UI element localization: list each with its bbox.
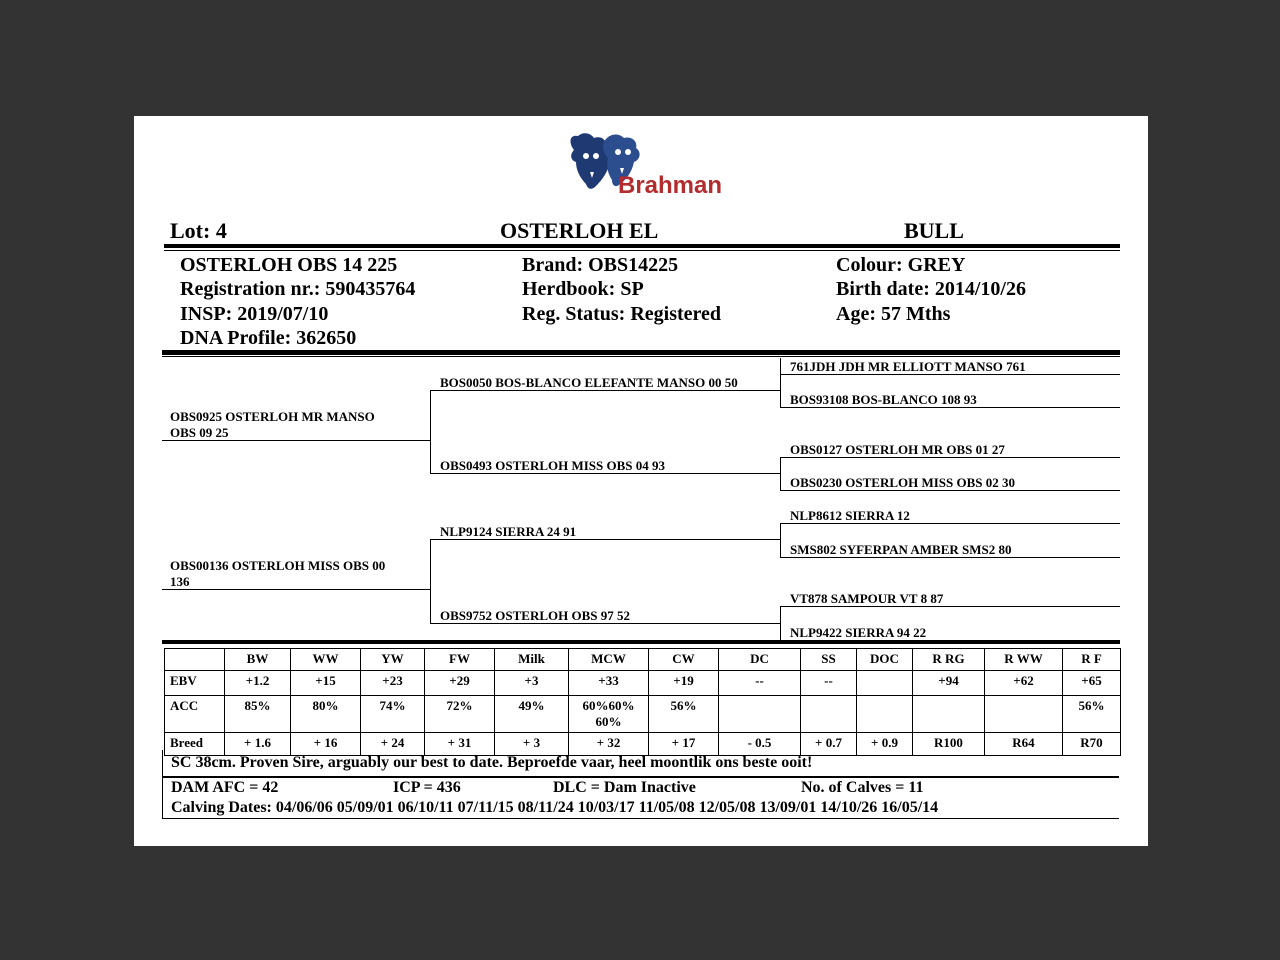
header-cell: WW (291, 649, 361, 671)
value-cell: R100 (913, 733, 985, 756)
brahman-logo (566, 128, 723, 206)
value-cell (801, 696, 857, 733)
pedigree-sire-line2: OBS 09 25 (170, 425, 229, 440)
sds-line (780, 457, 1120, 458)
header-cell (165, 649, 225, 671)
value-cell: + 3 (495, 733, 569, 756)
value-cell (857, 696, 913, 733)
pedigree-dam-dam: OBS9752 OSTERLOH OBS 97 52 (440, 608, 630, 623)
value-cell: 60%60% 60% (569, 696, 649, 733)
row-label: Breed (165, 733, 225, 756)
value-cell: -- (719, 671, 801, 696)
value-cell: + 31 (425, 733, 495, 756)
dam-afc: DAM AFC = 42 (171, 779, 279, 796)
value-cell: +3 (495, 671, 569, 696)
animal-name: OSTERLOH OBS 14 225 (180, 254, 398, 276)
sale-lot-card (134, 116, 1148, 846)
table-row (165, 671, 1121, 696)
ssd-line (780, 407, 1120, 408)
value-cell: -- (801, 671, 857, 696)
row-label: ACC (165, 696, 225, 733)
header-rule-thin (164, 250, 1120, 251)
header-cell: SS (801, 649, 857, 671)
value-cell: R70 (1063, 733, 1121, 756)
dam-dlc: DLC = Dam Inactive (553, 779, 696, 796)
performance-table (164, 648, 1121, 756)
dd-bracket (780, 606, 781, 640)
dds-line (780, 606, 1120, 607)
pedigree-sire-dam: OBS0493 OSTERLOH MISS OBS 04 93 (440, 458, 666, 473)
age: Age: 57 Mths (836, 303, 951, 325)
dss-line (780, 523, 1120, 524)
pedigree-dam-sire: NLP9124 SIERRA 24 91 (440, 524, 577, 539)
pedigree-sdd: OBS0230 OSTERLOH MISS OBS 02 30 (790, 475, 1016, 490)
header-cell: Milk (495, 649, 569, 671)
value-cell: 72% (425, 696, 495, 733)
pedigree-sire-line1: OBS0925 OSTERLOH MR MANSO (170, 409, 375, 424)
value-cell (719, 696, 801, 733)
value-cell: + 0.9 (857, 733, 913, 756)
header-cell: BW (225, 649, 291, 671)
header-cell: R RG (913, 649, 985, 671)
header-cell: DC (719, 649, 801, 671)
sd-bracket (780, 457, 781, 491)
header-cell: DOC (857, 649, 913, 671)
sss-line (780, 374, 1120, 375)
value-cell: +29 (425, 671, 495, 696)
header-cell: YW (361, 649, 425, 671)
dam-icp: ICP = 436 (393, 779, 461, 796)
pedigree-dds: VT878 SAMPOUR VT 8 87 (790, 591, 944, 606)
calving-dates: Calving Dates: 04/06/06 05/09/01 06/10/11 07/11/15 08/11/24 10/03/17 11/05/08 12/05/08 13/09/01 14/10/26 16/05/14 (171, 799, 939, 816)
value-cell: + 17 (649, 733, 719, 756)
reg-status: Reg. Status: Registered (522, 303, 722, 325)
ds-line (430, 539, 780, 540)
animal-type: BULL (904, 218, 964, 243)
row-label: EBV (165, 671, 225, 696)
value-cell: 56% (1063, 696, 1121, 733)
header-cell: FW (425, 649, 495, 671)
value-cell: +33 (569, 671, 649, 696)
ds-bracket (780, 523, 781, 557)
value-cell: +23 (361, 671, 425, 696)
value-cell: +94 (913, 671, 985, 696)
value-cell: R64 (985, 733, 1063, 756)
comment-text: SC 38cm. Proven Sire, arguably our best to date. Beproefde vaar, heel moontlik ons beste ooit! (171, 754, 813, 771)
value-cell: 49% (495, 696, 569, 733)
herdbook: Herdbook: SP (522, 278, 644, 300)
header-cell: R F (1063, 649, 1121, 671)
ss-line (430, 390, 780, 391)
value-cell: 56% (649, 696, 719, 733)
registration-number: Registration nr.: 590435764 (180, 278, 416, 300)
birth-date: Birth date: 2014/10/26 (836, 278, 1026, 300)
pedigree-dam-line2: 136 (170, 574, 190, 589)
info-rule-thin (162, 356, 1120, 357)
header-rule-thick (164, 244, 1120, 248)
pedigree-dsd: SMS802 SYFERPAN AMBER SMS2 80 (790, 542, 1012, 557)
pedigree-ddd: NLP9422 SIERRA 94 22 (790, 625, 927, 640)
sdd-line (780, 490, 1120, 491)
value-cell: +15 (291, 671, 361, 696)
value-cell: +65 (1063, 671, 1121, 696)
dam-bracket (430, 539, 431, 623)
value-cell: + 32 (569, 733, 649, 756)
value-cell: + 16 (291, 733, 361, 756)
header-cell: CW (649, 649, 719, 671)
pedigree-sire-sire: BOS0050 BOS-BLANCO ELEFANTE MANSO 00 50 (440, 375, 738, 390)
pedigree-dam-line1: OBS00136 OSTERLOH MISS OBS 00 (170, 558, 386, 573)
animal-title: OSTERLOH EL (500, 218, 659, 243)
value-cell: +19 (649, 671, 719, 696)
value-cell: + 0.7 (801, 733, 857, 756)
table-rule-thick (162, 640, 1120, 644)
value-cell (913, 696, 985, 733)
pedigree-sds: OBS0127 OSTERLOH MR OBS 01 27 (790, 442, 1005, 457)
logo-text: Brahman (618, 172, 723, 199)
value-cell: +62 (985, 671, 1063, 696)
value-cell: 85% (225, 696, 291, 733)
colour: Colour: GREY (836, 254, 966, 276)
value-cell (857, 671, 913, 696)
table-row (165, 696, 1121, 733)
table-header-row (165, 649, 1121, 671)
dam-line (162, 589, 430, 590)
value-cell (985, 696, 1063, 733)
dna-profile: DNA Profile: 362650 (180, 327, 357, 349)
header-cell: MCW (569, 649, 649, 671)
value-cell: 74% (361, 696, 425, 733)
header-cell: R WW (985, 649, 1063, 671)
pedigree-ssd: BOS93108 BOS-BLANCO 108 93 (790, 392, 977, 407)
value-cell: + 24 (361, 733, 425, 756)
comment-box (162, 750, 1119, 777)
pedigree-sss: 761JDH JDH MR ELLIOTT MANSO 761 (790, 359, 1026, 374)
inspection-date: INSP: 2019/07/10 (180, 303, 329, 325)
value-cell: 80% (291, 696, 361, 733)
sire-line (162, 440, 430, 441)
ss-bracket (780, 358, 781, 408)
value-cell: + 1.6 (225, 733, 291, 756)
lot-number: Lot: 4 (170, 218, 227, 243)
info-rule-thick (162, 350, 1120, 355)
dam-calves: No. of Calves = 11 (801, 779, 924, 796)
sire-bracket (430, 390, 431, 474)
dd-line (430, 623, 780, 624)
sd-line (430, 473, 780, 474)
value-cell: +1.2 (225, 671, 291, 696)
brand: Brand: OBS14225 (522, 254, 679, 276)
dsd-line (780, 557, 1120, 558)
value-cell: - 0.5 (719, 733, 801, 756)
pedigree-dss: NLP8612 SIERRA 12 (790, 508, 910, 523)
dam-box (162, 777, 1119, 819)
